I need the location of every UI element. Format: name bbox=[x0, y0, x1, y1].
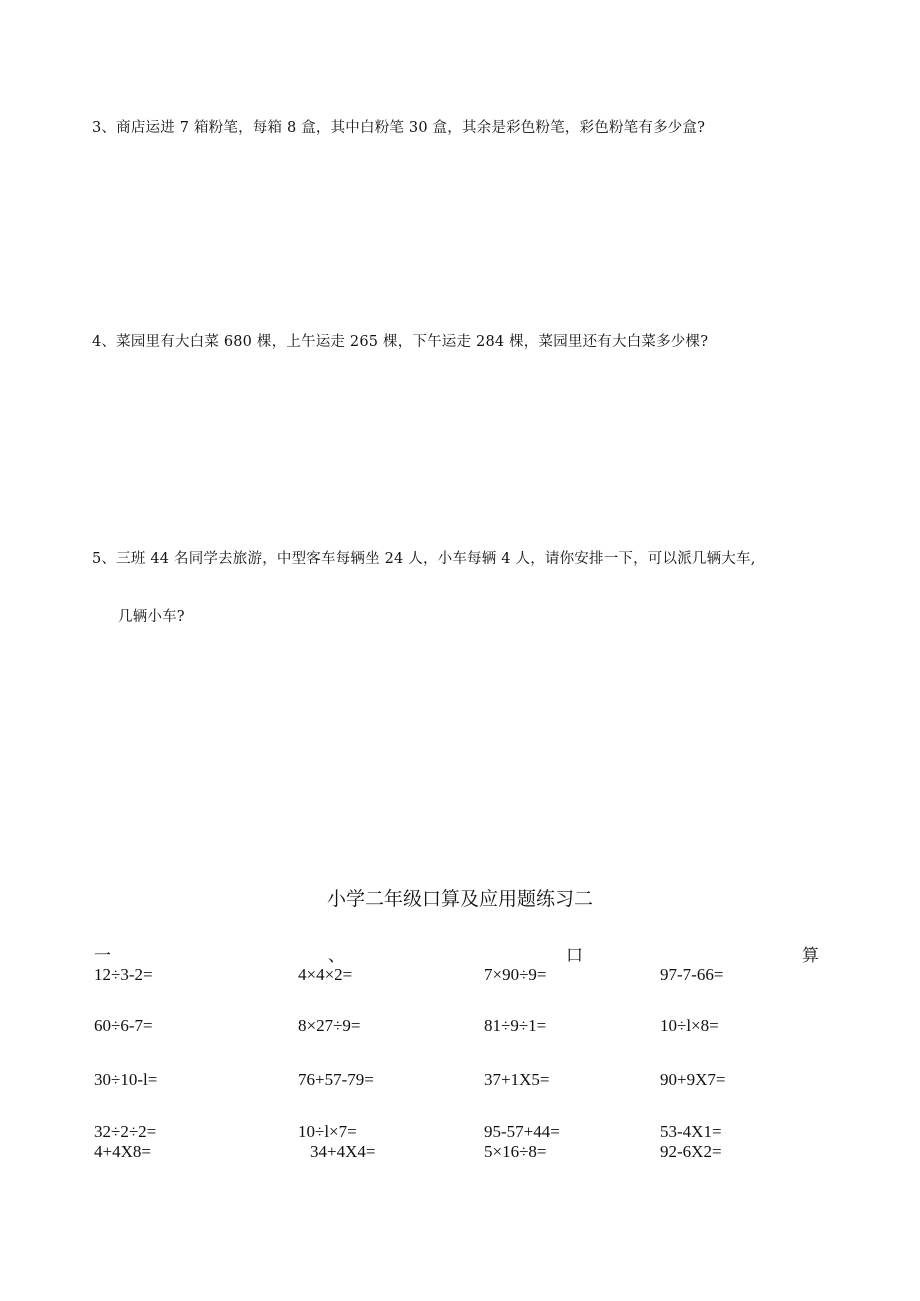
calc-item: 95-57+44= bbox=[484, 1122, 560, 1141]
calc-item: 30÷10-l= bbox=[94, 1070, 158, 1089]
section-header-comma: 、 bbox=[328, 946, 345, 966]
calc-item: 12÷3-2= bbox=[94, 965, 153, 984]
calc-item: 7×90÷9= bbox=[484, 965, 547, 984]
calc-item: 8×27÷9= bbox=[298, 1016, 361, 1035]
calc-item: 60÷6-7= bbox=[94, 1016, 153, 1035]
section-header-suan: 算 bbox=[802, 946, 819, 966]
calc-item: 32÷2÷2= bbox=[94, 1122, 157, 1141]
calc-item: 4+4X8= bbox=[94, 1142, 151, 1161]
section-header-number: 一 bbox=[94, 946, 111, 966]
calc-item: 10÷l×8= bbox=[660, 1016, 719, 1035]
calc-item: 4×4×2= bbox=[298, 965, 353, 984]
section-title: 小学二年级口算及应用题练习二 bbox=[326, 888, 593, 910]
question-3: 3、商店运进 7 箱粉笔，每箱 8 盒，其中白粉笔 30 盒，其余是彩色粉笔，彩色粉笔有多少盒? bbox=[92, 120, 706, 136]
question-5: 5、三班 44 名同学去旅游，中型客车每辆坐 24 人，小车每辆 4 人，请你安排一下，可以派几辆大车, bbox=[92, 551, 756, 567]
question-4: 4、菜园里有大白菜 680 棵，上午运走 265 棵，下午运走 284 棵，菜园里还有大白菜多少棵? bbox=[92, 334, 709, 350]
calc-item: 97-7-66= bbox=[660, 965, 724, 984]
calc-item: 5×16÷8= bbox=[484, 1142, 547, 1161]
calc-item: 81÷9÷1= bbox=[484, 1016, 547, 1035]
calc-item: 76+57-79= bbox=[298, 1070, 374, 1089]
calc-item: 10÷l×7= bbox=[298, 1122, 357, 1141]
calc-item: 34+4X4= bbox=[310, 1142, 376, 1161]
calc-item: 92-6X2= bbox=[660, 1142, 722, 1161]
calc-item: 53-4X1= bbox=[660, 1122, 722, 1141]
calc-item: 37+1X5= bbox=[484, 1070, 550, 1089]
question-5-continuation: 几辆小车? bbox=[118, 609, 185, 625]
section-header-kou: 口 bbox=[566, 946, 583, 966]
calc-item: 90+9X7= bbox=[660, 1070, 726, 1089]
